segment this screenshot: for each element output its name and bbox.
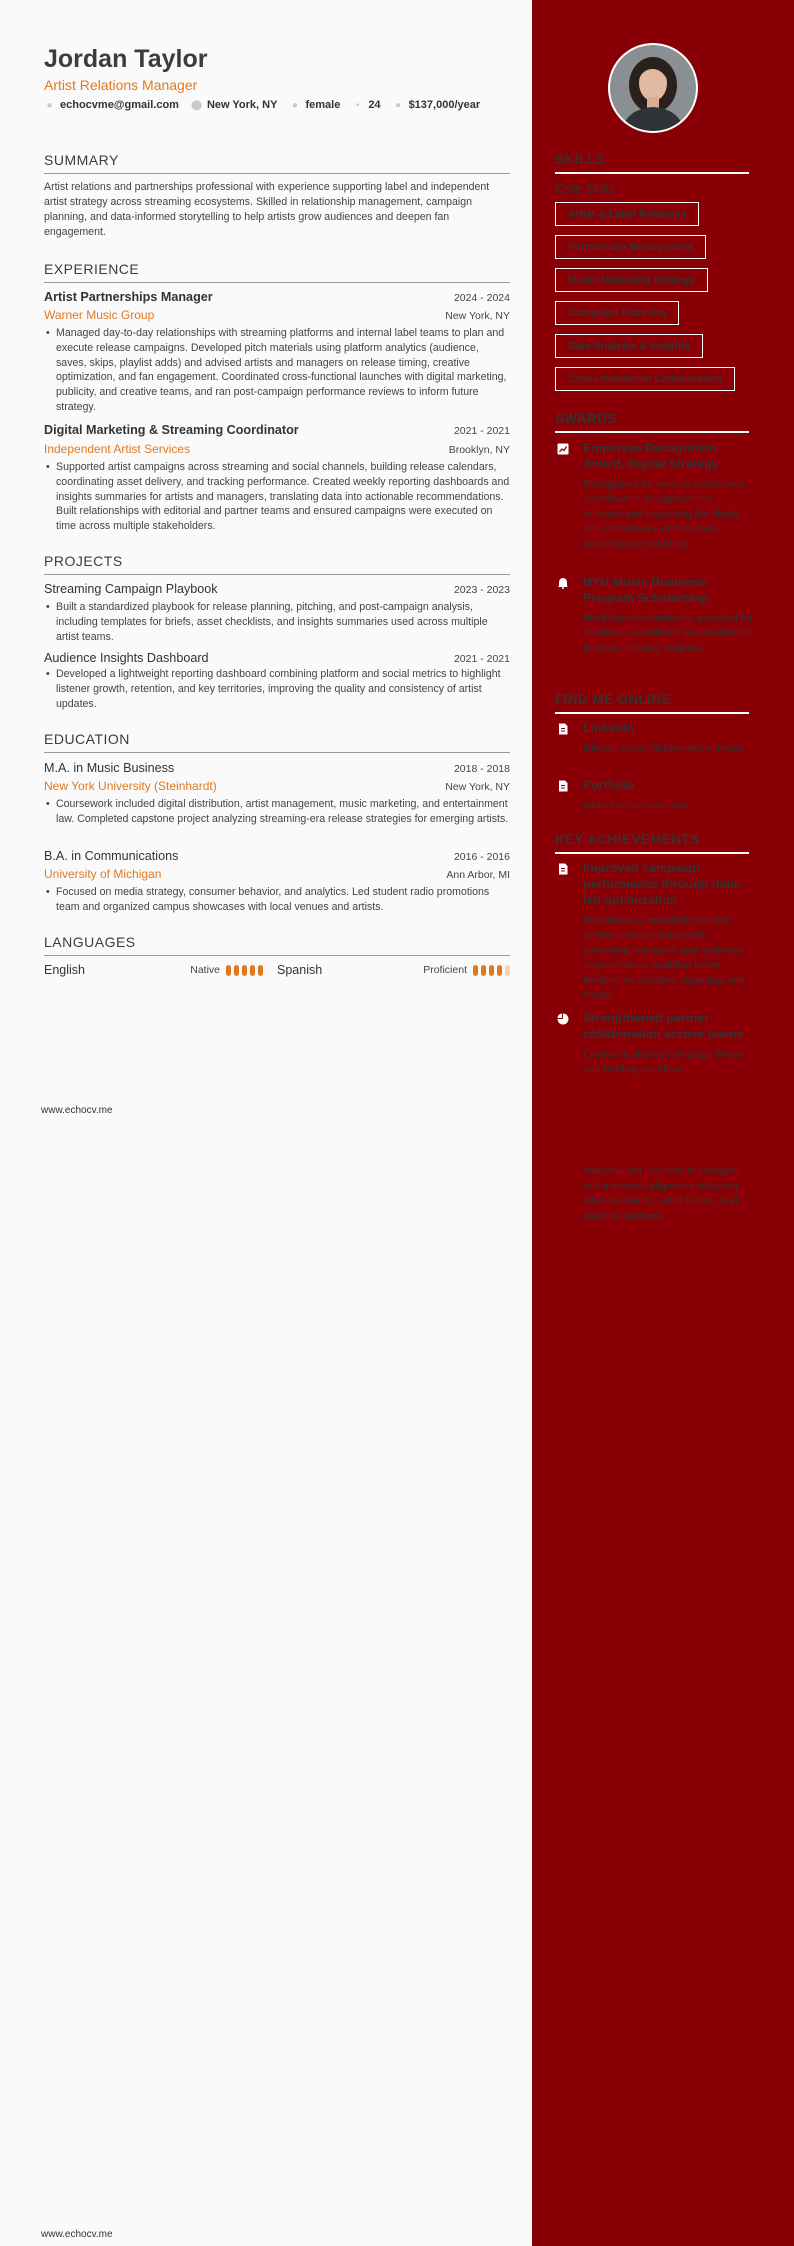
experience-bullet: • Managed day-to-day relationships with streaming platforms and internal label teams to plan and execute release campaigns. Developed pitch materials using platform analytics (audience, saves, skips, playlist adds) and advised artists and managers on release timing, creative optimization, and fan engagement. Coordinated cross-functional launches with digital marketing, publicity, and creative teams, and ran post-campaign performance reviews to inform future strategy. <box>44 326 510 415</box>
document-icon <box>557 863 569 875</box>
rating-dot-filled <box>481 965 486 976</box>
experience-entry-1-head <box>44 290 510 304</box>
experience-entry-2-sub <box>44 442 510 456</box>
contact-gender-text: female <box>305 99 341 111</box>
profile-photo <box>608 43 698 133</box>
education-degree: M.A. in Music Business <box>44 761 175 775</box>
online-label: LinkedIn <box>583 721 634 735</box>
skill-tag: Partnership Management <box>555 235 706 259</box>
project-dates: 2021 - 2021 <box>453 653 510 665</box>
education-entry-1-sub <box>44 779 510 793</box>
document-icon <box>557 723 569 735</box>
education-entry-2-head <box>44 849 510 863</box>
footer-url-bottom[interactable]: www.echocv.me <box>41 2229 113 2240</box>
projects-heading: PROJECTS <box>44 553 510 575</box>
project-dates: 2023 - 2023 <box>453 584 510 596</box>
person-icon: ● <box>291 99 298 111</box>
contact-email-text: echocvme@gmail.com <box>60 99 179 111</box>
contact-row <box>44 99 480 111</box>
skill-tag: Music Marketing Strategy <box>555 268 708 292</box>
award-text: Merit-based scholarship awarded for academic excellence and leadership in music industry projects. <box>583 612 753 654</box>
online-heading: FIND ME ONLINE <box>555 692 749 714</box>
education-dates: 2018 - 2018 <box>453 763 510 775</box>
language-level: Native <box>190 964 220 976</box>
avatar <box>610 45 696 131</box>
calendar-icon: ▪ <box>356 99 360 111</box>
rating-dot-filled <box>250 965 255 976</box>
contact-email[interactable] <box>44 99 179 111</box>
education-entry-2-sub <box>44 867 510 881</box>
rating-dot-filled <box>226 965 231 976</box>
footer-url[interactable]: www.echocv.me <box>41 1105 113 1116</box>
email-icon: ● <box>46 99 53 111</box>
experience-dates: 2024 - 2024 <box>453 292 510 304</box>
rating-dot-filled <box>234 965 239 976</box>
education-dates: 2016 - 2016 <box>453 851 510 863</box>
rating-dot-filled <box>242 965 247 976</box>
online-label: Portfolio <box>583 778 634 792</box>
document-icon <box>557 780 569 792</box>
experience-location: Brooklyn, NY <box>448 444 510 456</box>
education-location: New York, NY <box>445 781 510 793</box>
contact-gender <box>289 99 340 111</box>
online-link[interactable]: jordantaylormusic.com <box>583 799 689 811</box>
contact-age-text: 24 <box>368 99 381 111</box>
achievement-item <box>555 860 755 1003</box>
experience-role: Artist Partnerships Manager <box>44 290 213 304</box>
achievement-title: Improved campaign performance through data-led optimization <box>583 861 742 907</box>
project-name: Streaming Campaign Playbook <box>44 582 218 596</box>
experience-location: New York, NY <box>445 310 510 322</box>
location-icon: ⬤ <box>190 99 203 111</box>
project-bullet: • Developed a lightweight reporting dashboard combining platform and social metrics to highlight listener growth, retention, and key territories, improving the quality and consistency of artist updates. <box>44 667 510 711</box>
achievement-title: Strengthened partner collaboration across teams <box>583 1011 744 1041</box>
award-title: Employee Recognition Award, Digital Strategy <box>583 441 719 471</box>
summary-heading: SUMMARY <box>44 152 510 174</box>
experience-org: Independent Artist Services <box>44 442 191 456</box>
languages-row <box>44 963 510 977</box>
achievements-heading: KEY ACHIEVEMENTS <box>555 832 749 854</box>
project-bullet: • Built a standardized playbook for release planning, pitching, and post-campaign analysis, including templates for briefs, asset checklists, and insights summaries used across multiple artist teams. <box>44 600 510 644</box>
skill-tag: Cross-functional Collaboration <box>555 367 735 391</box>
education-heading: EDUCATION <box>44 731 510 753</box>
rating-dot-filled <box>497 965 502 976</box>
language-item <box>277 963 510 977</box>
contact-location <box>191 99 278 111</box>
skills-heading: SKILLS <box>555 152 749 174</box>
language-name: English <box>44 963 85 977</box>
education-entry-1-head <box>44 761 510 775</box>
experience-bullet: • Supported artist campaigns across streaming and social channels, building release calendars, coordinating asset delivery, and tracking performance. Created weekly reporting dashboards and insights summaries for artists and managers, translating data into actionable recommendations. Built relationships with editorial and partner teams and ensured campaigns were executed on time across multiple stakeholders. <box>44 460 510 534</box>
award-text: Recognized for leading cross-team coordination on high-priority releases and improving the clarity and consistency of streaming performance reporting. <box>583 478 746 550</box>
award-item <box>555 440 755 552</box>
education-school: University of Michigan <box>44 867 162 881</box>
online-item[interactable] <box>555 777 755 813</box>
pie-chart-icon <box>557 1013 569 1025</box>
award-title: NYU Music Business Program Scholarship <box>583 575 709 605</box>
achievement-text-continued: that reduced last-minute changes and improved alignment between label marketing, artist teams, and platform partners. <box>583 1165 739 1222</box>
achievement-item <box>555 1010 755 1077</box>
contact-salary-text: $137,000/year <box>408 99 481 111</box>
language-name: Spanish <box>277 963 323 977</box>
project-entry-1-head <box>44 582 510 596</box>
salary-icon: ● <box>395 99 402 111</box>
skill-tag: Artist & Label Relations <box>555 202 699 226</box>
contact-age <box>352 99 380 111</box>
bell-icon <box>557 577 569 589</box>
experience-org: Warner Music Group <box>44 308 155 322</box>
language-item <box>44 963 277 977</box>
language-level: Proficient <box>423 964 467 976</box>
skill-tag: Campaign Planning <box>555 301 679 325</box>
chart-icon <box>557 443 569 455</box>
online-link[interactable]: linkedin.com/in/jordan-taylor-music <box>583 742 745 754</box>
contact-salary <box>393 99 481 111</box>
achievement-text: Introduced a repeatable release review process using early streaming indicators and audience segmentation, enabling faster iteration on creative, targeting, and timing. <box>583 914 745 1001</box>
summary-text: Artist relations and partnerships professional with experience supporting label and independent artist strategy across streaming ecosystems. Skilled in relationship management, campaign planning, and data-informed storytelling to help artists grow audiences and deepen fan engagement. <box>44 181 490 238</box>
skill-tag: Data Analysis & Insights <box>555 334 703 358</box>
experience-dates: 2021 - 2021 <box>453 425 510 437</box>
languages-heading: LANGUAGES <box>44 934 510 956</box>
online-item[interactable] <box>555 720 755 756</box>
education-bullet: • Coursework included digital distribution, artist management, music marketing, and entertainment law. Completed capstone project analyzing streaming-era release strategies for emerging artists. <box>44 797 510 827</box>
rating-dot-filled <box>489 965 494 976</box>
language-rating <box>226 965 263 976</box>
education-school: New York University (Steinhardt) <box>44 779 217 793</box>
rating-dot-empty <box>505 965 510 976</box>
education-degree: B.A. in Communications <box>44 849 179 863</box>
education-location: Ann Arbor, MI <box>446 869 510 881</box>
project-name: Audience Insights Dashboard <box>44 651 209 665</box>
award-item <box>555 574 755 656</box>
contact-location-text: New York, NY <box>206 99 278 111</box>
experience-heading: EXPERIENCE <box>44 261 510 283</box>
candidate-title: Artist Relations Manager <box>44 77 198 93</box>
language-rating <box>473 965 510 976</box>
education-bullet: • Focused on media strategy, consumer behavior, and analytics. Led student radio promotions team and organized campus showcases with local venues and artists. <box>44 885 510 915</box>
awards-heading: AWARDS <box>555 411 749 433</box>
skills-group: Core Skills <box>555 182 615 196</box>
project-entry-2-head <box>44 651 510 665</box>
achievement-text: Created a shared campaign intake and briefing workflow <box>583 1048 744 1075</box>
rating-dot-filled <box>258 965 263 976</box>
experience-entry-1-sub <box>44 308 510 322</box>
experience-entry-2-head <box>44 423 510 437</box>
rating-dot-filled <box>473 965 478 976</box>
experience-role: Digital Marketing & Streaming Coordinator <box>44 423 299 437</box>
candidate-name: Jordan Taylor <box>44 45 208 73</box>
